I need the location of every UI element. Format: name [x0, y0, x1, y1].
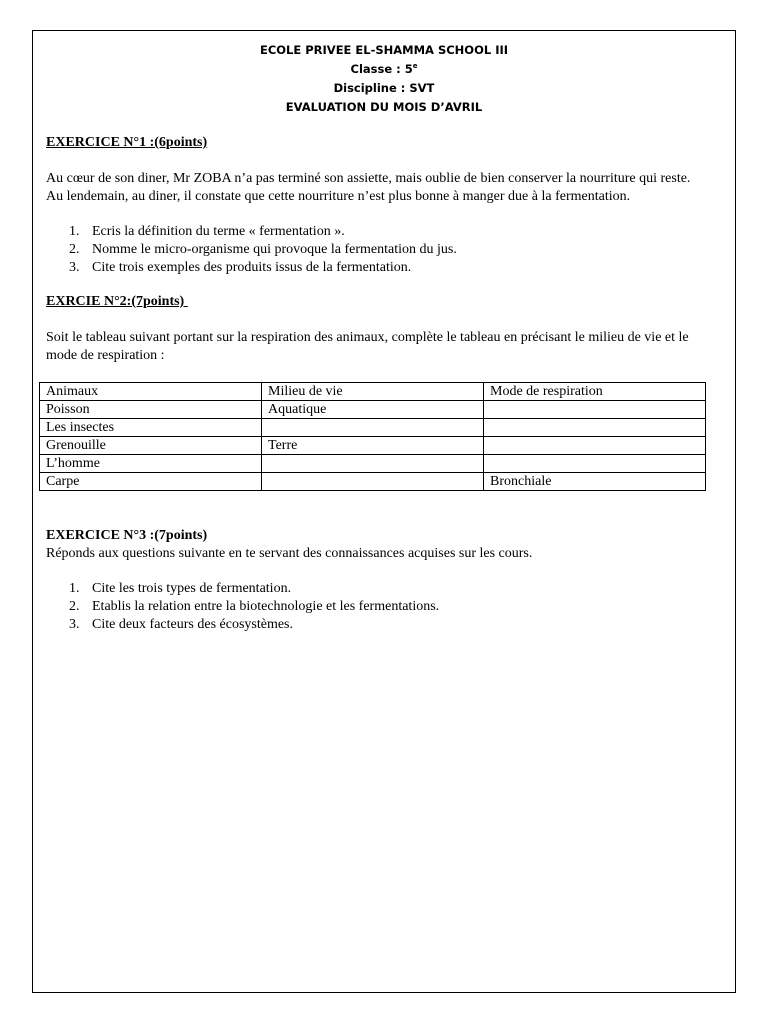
list-item: [46, 598, 439, 616]
table-cell: Grenouille: [40, 437, 262, 455]
table-cell: [262, 455, 484, 473]
table-cell: [484, 419, 706, 437]
table-cell: Poisson: [40, 401, 262, 419]
table-cell: [262, 419, 484, 437]
question-text: Cite les trois types de fermentation.: [92, 581, 292, 596]
table-cell: Aquatique: [262, 401, 484, 419]
question-text: Ecris la définition du terme « fermentation ».: [92, 224, 345, 239]
exercise-1-paragraph-line-1: Au cœur de son diner, Mr ZOBA n’a pas terminé son assiette, mais oublie de bien conserver la nourriture qui reste.: [46, 171, 691, 186]
exercise-3-intro: Réponds aux questions suivante en te servant des connaissances acquises sur les cours.: [46, 546, 533, 561]
table-cell: L’homme: [40, 455, 262, 473]
class-superscript: e: [412, 62, 418, 71]
evaluation-title: EVALUATION DU MOIS D’AVRIL: [285, 100, 483, 114]
discipline-line: Discipline : SVT: [333, 81, 435, 95]
question-text: Nomme le micro-organisme qui provoque la fermentation du jus.: [92, 242, 457, 257]
table-row: [40, 419, 706, 437]
class-label: Classe : 5: [350, 62, 413, 76]
table-cell: [484, 401, 706, 419]
exercise-2-title: EXRCIE N°2:(7points): [46, 294, 188, 309]
table-header-row: [40, 383, 706, 401]
question-number: 3.: [69, 617, 80, 632]
list-item: [46, 223, 457, 241]
table-row: [40, 437, 706, 455]
table-cell: Les insectes: [40, 419, 262, 437]
table-row: [40, 473, 706, 491]
table-header-cell: Animaux: [40, 383, 262, 401]
table-cell: Carpe: [40, 473, 262, 491]
table-row: [40, 455, 706, 473]
exercise-2-paragraph-line-2: mode de respiration :: [46, 348, 165, 363]
list-item: [46, 259, 457, 277]
exercise-1-paragraph-line-2: Au lendemain, au diner, il constate que cette nourriture n’est plus bonne à manger due à la fermentation.: [46, 189, 631, 204]
question-number: 1.: [69, 224, 80, 239]
question-text: Cite trois exemples des produits issus de la fermentation.: [92, 260, 412, 275]
list-item: [46, 616, 439, 634]
exercise-1-questions: [46, 223, 457, 277]
exercise-2-paragraph-line-1: Soit le tableau suivant portant sur la respiration des animaux, complète le tableau en précisant le milieu de vie et le: [46, 330, 689, 345]
question-text: Etablis la relation entre la biotechnologie et les fermentations.: [92, 599, 440, 614]
table-header-cell: Mode de respiration: [484, 383, 706, 401]
table-header-cell: Milieu de vie: [262, 383, 484, 401]
exercise-3-questions: [46, 580, 439, 634]
class-line: [32, 62, 736, 76]
respiration-table: [39, 382, 706, 491]
table-cell: [484, 455, 706, 473]
exercise-3-title: EXERCICE N°3 :(7points): [46, 528, 208, 543]
question-number: 2.: [69, 599, 80, 614]
table-cell: [484, 437, 706, 455]
question-text: Cite deux facteurs des écosystèmes.: [92, 617, 293, 632]
table-cell: [262, 473, 484, 491]
list-item: [46, 241, 457, 259]
question-number: 3.: [69, 260, 80, 275]
table-cell: Bronchiale: [484, 473, 706, 491]
school-name: ECOLE PRIVEE EL-SHAMMA SCHOOL III: [259, 43, 509, 57]
question-number: 2.: [69, 242, 80, 257]
exercise-1-title: EXERCICE N°1 :(6points): [46, 135, 208, 150]
table-cell: Terre: [262, 437, 484, 455]
list-item: [46, 580, 439, 598]
table-row: [40, 401, 706, 419]
question-number: 1.: [69, 581, 80, 596]
